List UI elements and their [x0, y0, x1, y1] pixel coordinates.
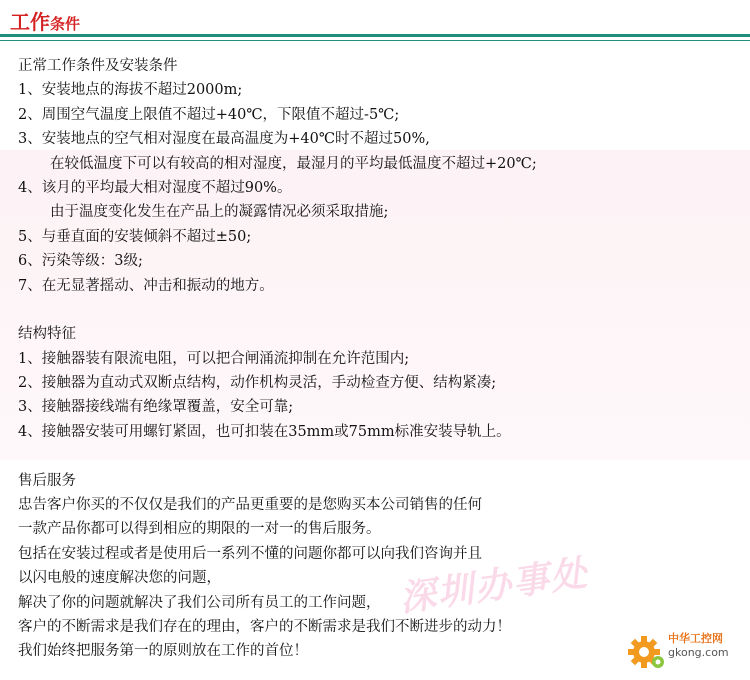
- header-divider-thick: [0, 34, 750, 37]
- service-line: 客户的不断需求是我们存在的理由，客户的不断需求是我们不断进步的动力！: [18, 618, 511, 635]
- section-spacer: [18, 444, 738, 468]
- structure-item: 2、接触器为直动式双断点结构，动作机构灵活，手动检查方便、结构紧凑;: [18, 375, 497, 392]
- condition-item-continuation: 由于温度变化发生在产品上的凝露情况必须采取措施;: [50, 204, 389, 221]
- condition-item-continuation: 在较低温度下可以有较高的相对湿度，最湿月的平均最低温度不超过+20℃;: [50, 155, 537, 172]
- header-divider-thin: [0, 40, 750, 41]
- condition-item: 5、与垂直面的安装倾斜不超过±50;: [18, 228, 252, 245]
- gkong-logo: [628, 622, 746, 676]
- service-line: 以闪电般的速度解决您的问题，: [18, 570, 221, 587]
- structure-item: 1、接触器装有限流电阻，可以把合闸涌流抑制在允许范围内;: [18, 350, 410, 367]
- condition-item: 3、安装地点的空气相对湿度在最高温度为+40℃时不超过50%,: [18, 131, 430, 148]
- logo-name: 中华工控网: [668, 632, 723, 645]
- condition-item: 2、周围空气温度上限值不超过+40℃，下限值不超过-5℃;: [18, 106, 400, 123]
- condition-item: 1、安装地点的海拔不超过2000m;: [18, 82, 243, 99]
- conditions-heading: 正常工作条件及安装条件: [18, 58, 178, 74]
- service-heading: 售后服务: [18, 472, 76, 489]
- service-line: 我们始终把服务第一的原则放在工作的首位！: [18, 643, 308, 660]
- structure-heading: 结构特征: [18, 326, 76, 343]
- watermark-text: 深圳办事处: [397, 552, 592, 620]
- service-line: 解决了你的问题就解决了我们公司所有员工的工作问题，: [18, 594, 381, 611]
- structure-item: 3、接触器接线端有绝缘罩覆盖，安全可靠;: [18, 399, 294, 416]
- service-line: 忠告客户你买的不仅仅是我们的产品更重要的是您购买本公司销售的任何: [18, 497, 482, 514]
- section-title-sub: 条件: [50, 15, 81, 33]
- section-title-main: 工作: [10, 10, 50, 34]
- logo-url: gkong.com: [668, 646, 729, 659]
- service-line: 一款产品你都可以得到相应的期限的一对一的售后服务。: [18, 521, 381, 538]
- condition-item: 7、在无显著摇动、冲击和振动的地方。: [18, 277, 274, 294]
- content-body: [18, 54, 738, 664]
- section-header: [0, 0, 750, 36]
- service-line: 包括在安装过程或者是使用后一系列不懂的问题你都可以向我们咨询并且: [18, 545, 482, 562]
- gear-icon: [628, 636, 664, 668]
- section-title: [10, 6, 80, 35]
- condition-item: 4、该月的平均最大相对湿度不超过90%。: [18, 179, 292, 196]
- section-spacer: [18, 298, 738, 322]
- structure-item: 4、接触器安装可用螺钉紧固，也可扣装在35mm或75mm标准安装导轨上。: [18, 423, 511, 440]
- condition-item: 6、污染等级：3级;: [18, 253, 143, 270]
